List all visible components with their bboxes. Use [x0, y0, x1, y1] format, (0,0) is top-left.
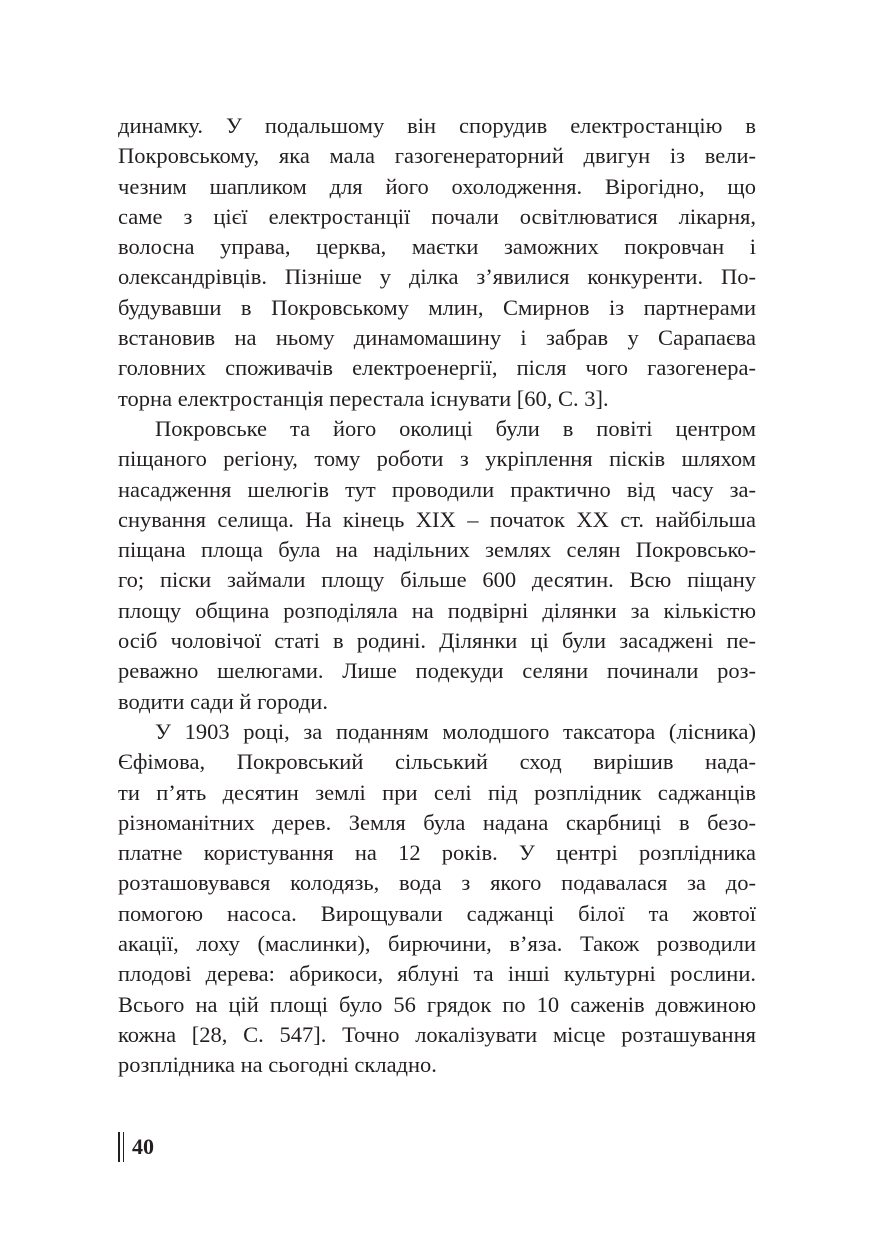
- text-line: платне користування на 12 років. У центрі розплідника: [118, 840, 756, 866]
- text-line: розташовувався колодязь, вода з якого подавалася за до-: [118, 870, 756, 896]
- text-line: саме з цієї електростанції почали освітлюватися лікарня,: [118, 203, 756, 229]
- text-line: Єфімова, Покровський сільський сход вирішив нада-: [118, 749, 756, 775]
- rule-bar: [123, 1132, 125, 1162]
- text-line: олександрівців. Пізніше у ділка з’явилися конкуренти. По-: [118, 264, 756, 290]
- text-line: го; піски займали площу більше 600 десятин. Всю піщану: [118, 567, 756, 593]
- text-line: встановив на ньому динамомашину і забрав у Сарапаєва: [118, 325, 756, 351]
- text-line: снування селища. На кінець XIX – початок XX ст. найбільша: [118, 506, 756, 532]
- text-line: головних споживачів електроенергії, після чого газогенера-: [118, 355, 756, 381]
- text-line: водити сади й городи.: [118, 688, 328, 714]
- text-line: насадження шелюгів тут проводили практично від часу за-: [118, 476, 756, 502]
- text-line: ти п’ять десятин землі при селі під розплідник саджанців: [118, 779, 756, 805]
- text-line: помогою насоса. Вирощували саджанці білої та жовтої: [118, 900, 756, 926]
- rule-bar: [118, 1132, 120, 1162]
- text-line: Всього на цій площі було 56 грядок по 10 саженів довжиною: [118, 991, 756, 1017]
- text-line: будувавши в Покровському млин, Смирнов із партнерами: [118, 294, 756, 320]
- double-rule-ornament: [118, 1132, 124, 1162]
- text-line: торна електростанція перестала існувати [60, С. 3].: [118, 385, 609, 411]
- paragraph-1: [118, 111, 756, 414]
- text-line: У 1903 році, за поданням молодшого таксатора (лісника): [155, 718, 756, 744]
- text-line: динамку. У подальшому він спорудив електростанцію в: [118, 113, 756, 138]
- text-line: осіб чоловічої статі в родині. Ділянки ці були засаджені пе-: [118, 628, 756, 654]
- text-line: кожна [28, С. 547]. Точно локалізувати місце розташування: [118, 1021, 756, 1047]
- page-footer: [118, 1131, 154, 1163]
- text-line: піщаного регіону, тому роботи з укріплення пісків шляхом: [118, 446, 756, 472]
- text-line: реважно шелюгами. Лише подекуди селяни починали роз-: [118, 658, 756, 684]
- text-line: Покровське та його околиці були в повіті центром: [155, 415, 756, 441]
- text-line: різноманітних дерев. Земля була надана скарбниці в безо-: [118, 809, 756, 835]
- text-line: акації, лоху (маслинки), бирючини, в’яза. Також розводили: [118, 931, 756, 957]
- text-line: Покровському, яка мала газогенераторний двигун із вели-: [118, 143, 756, 169]
- paragraph-2: [118, 414, 756, 717]
- page-number: 40: [132, 1134, 154, 1159]
- text-line: піщана площа була на надільних землях селян Покровсько-: [118, 537, 756, 563]
- text-line: чезним шапликом для його охолодження. Вірогідно, що: [118, 173, 756, 199]
- text-line: площу община розподіляла на подвірні ділянки за кількістю: [118, 597, 756, 623]
- page-body: [118, 111, 756, 1081]
- text-line: розплідника на сьогодні складно.: [118, 1052, 437, 1078]
- text-line: плодові дерева: абрикоси, яблуні та інші культурні рослини.: [118, 961, 756, 987]
- text-line: волосна управа, церква, маєтки заможних покровчан і: [118, 234, 756, 260]
- paragraph-3: [118, 717, 756, 1081]
